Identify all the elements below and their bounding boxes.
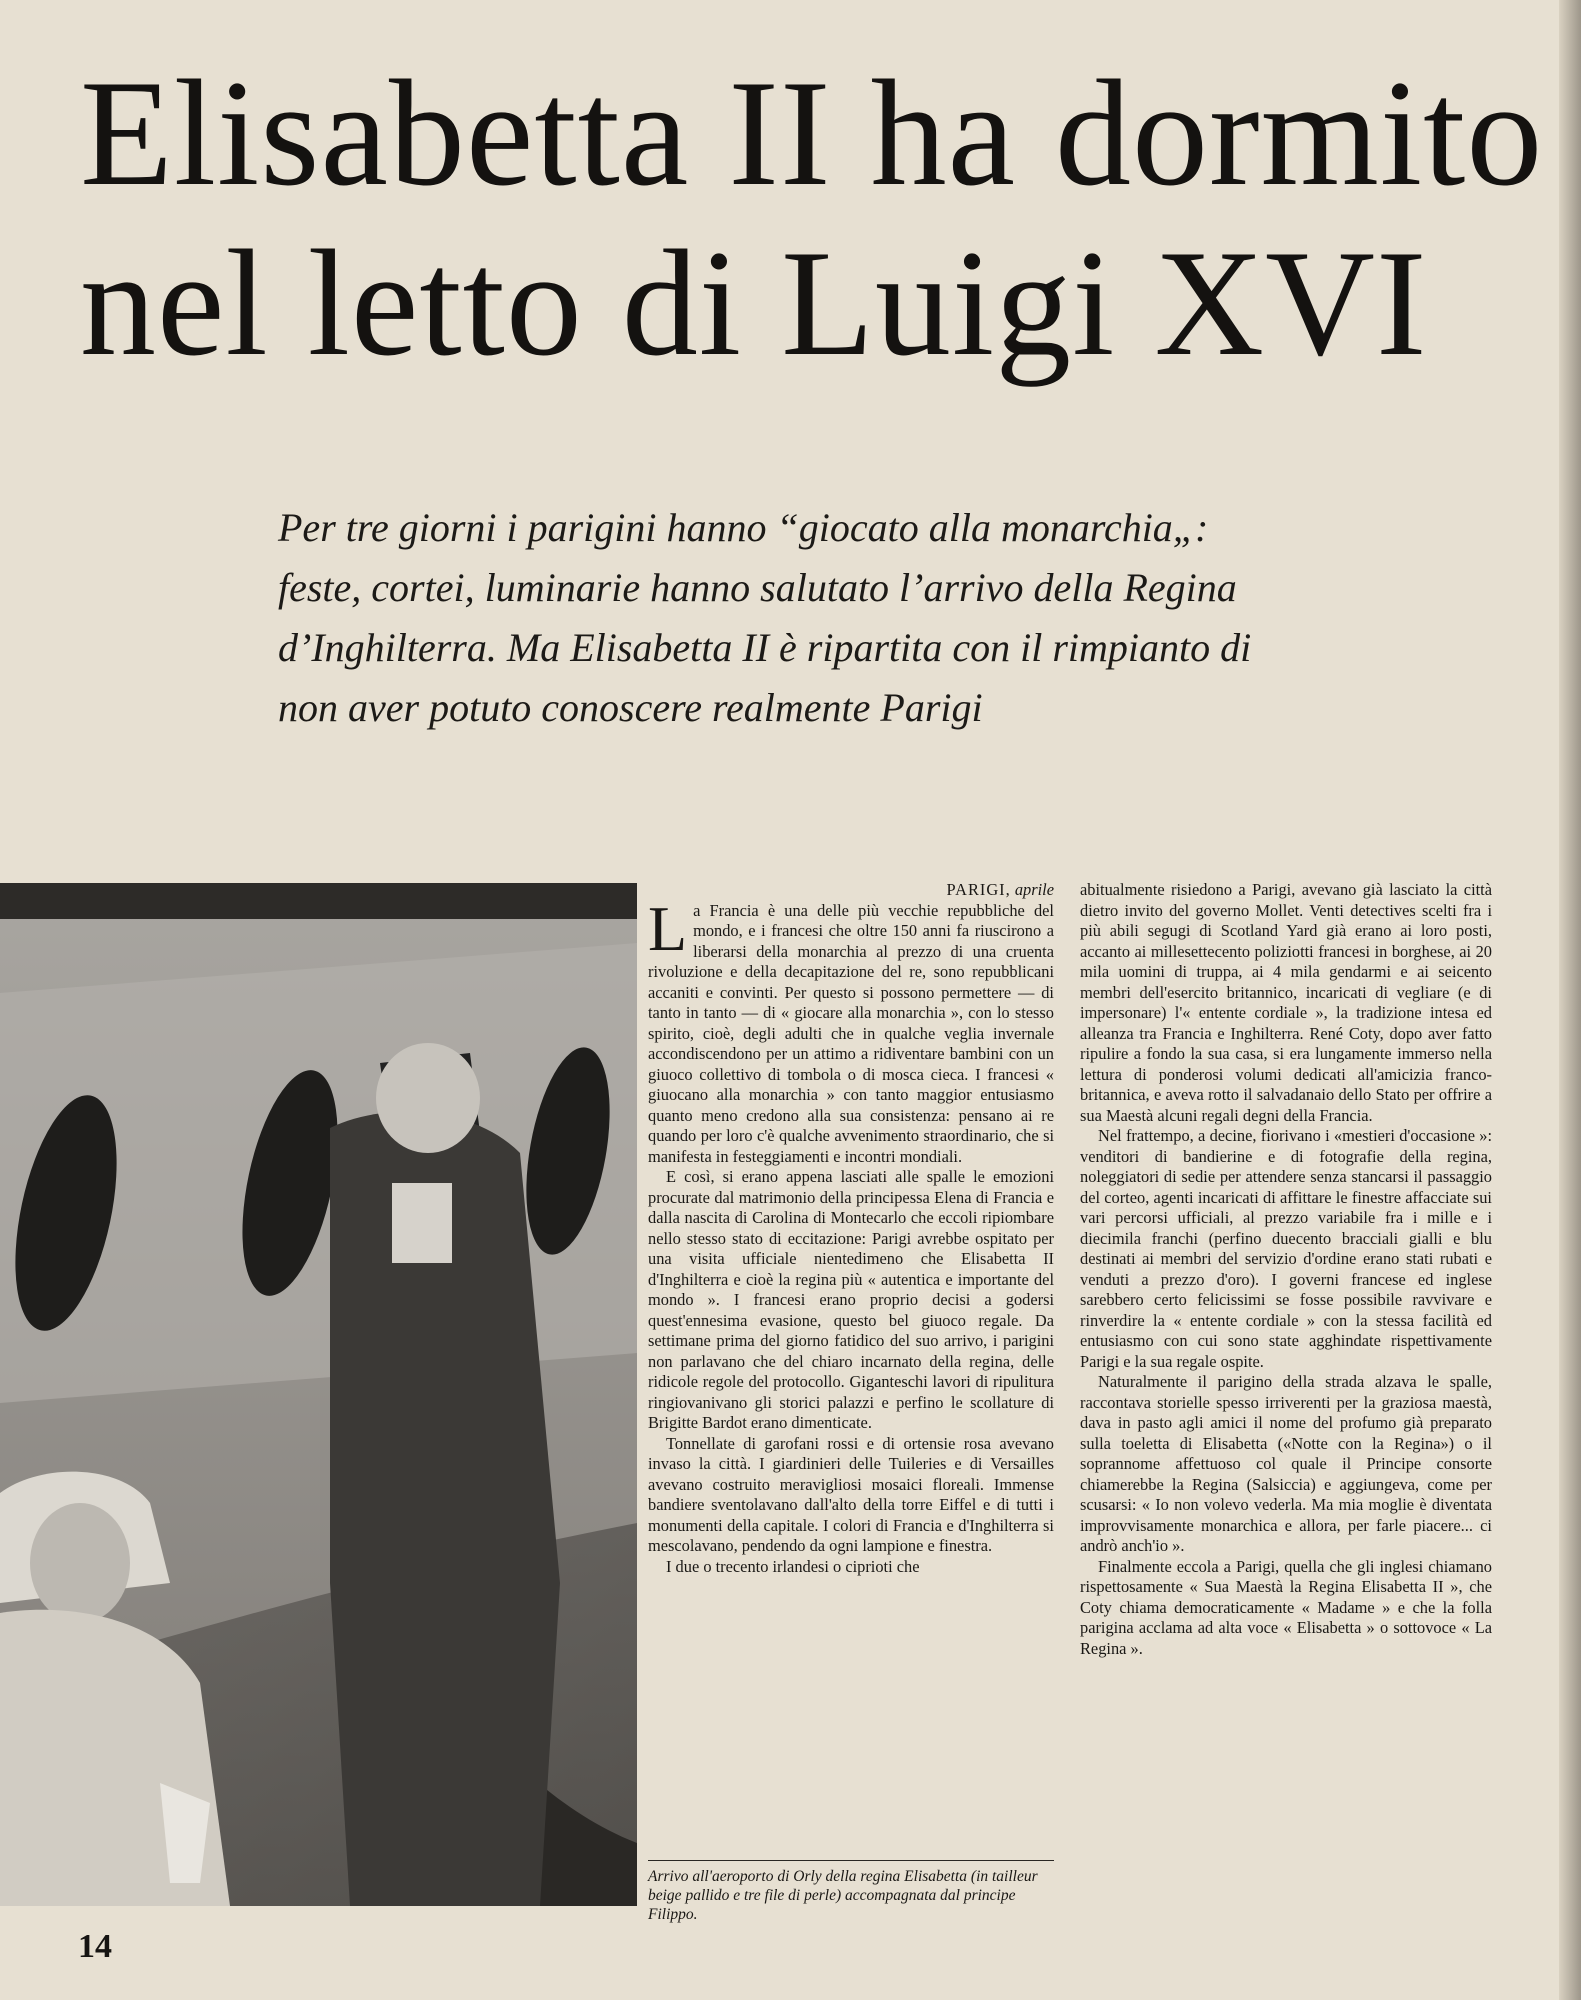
paragraph [648, 892, 1054, 1168]
photo-queen-arrival [0, 883, 637, 1906]
text-column-1 [648, 880, 1054, 1577]
article-subtitle: Per tre giorni i parigini hanno “giocato alla monarchia„: feste, cortei, luminarie hanno salutato l’arrivo della Regina d’Inghilterra. Ma Elisabetta II è ripartita con il rimpianto di non aver potuto conoscere realmente Parigi [278, 505, 1252, 730]
paragraph: I due o trecento irlandesi o ciprioti che [666, 1556, 920, 1576]
dateline [648, 880, 1054, 901]
photo-illustration [0, 883, 637, 1906]
page-number: 14 [78, 1928, 112, 1965]
paragraph: Naturalmente il parigino della strada alzava le spalle, raccontava storielle spesso irriverenti per la graziosa maestà, dava in pasto agli amici il nome del profumo già preparato sulla toeletta di Elisabetta («Notte con la Regina») o il soprannome affettuoso col quale il Principe consorte chiamerebbe la Regina (Salsiccia) e aggiungeva, come per scusarsi: « Io non volevo vederla. Ma mia moglie è diventata improvvisamente monarchica e allora, per farle piacere... ci andrò anch'io ». [1080, 1372, 1492, 1555]
dateline-month: aprile [1014, 880, 1054, 899]
paragraph: E così, si erano appena lasciati alle spalle le emozioni procurate dal matrimonio della principessa Elena di Francia e dalla nascita di Carolina di Montecarlo che eccoli ripiombare nello stesso stato di eccitazione: Parigi avrebbe ospitato per una visita ufficiale nientedimeno che Elisabetta II d'Inghilterra e cioè la regina più « autentica e importante del mondo ». I francesi erano proprio decisi a godersi quest'ennesima evasione, questo bel giuoco regale. Da settimane prima del giorno fatidico del suo arrivo, i parigini non parlavano che del chiaro incarnato della regina, delle ridicole regole del protocollo. Giganteschi lavori di ripulitura ringiovanivano gli storici palazzi e perfino le scollature di Brigitte Bardot erano dimenticate. [648, 1167, 1054, 1432]
dateline-location: PARIGI, [946, 880, 1011, 899]
page-edge-shadow [1559, 0, 1581, 2000]
article-title [80, 48, 1544, 388]
text-column-2 [1080, 880, 1492, 1659]
title-line-1: Elisabetta II ha dormito [80, 49, 1544, 217]
paragraph: Tonnellate di garofani rossi e di ortensie rosa avevano invaso la città. I giardinieri delle Tuileries e di Versailles avevano costruito meravigliosi mosaici floreali. Immense bandiere sventolavano dall'alto della torre Eiffel e di tutti i monumenti della capitale. I colori di Francia e d'Inghilterra si mescolavano, pendendo da ogni lampione e finestra. [648, 1433, 1054, 1555]
paragraph: abitualmente risiedono a Parigi, avevano già lasciato la città dietro invito del governo Mollet. Venti detectives scelti fra i più abili segugi di Scotland Yard già erano ai loro posti, accanto ai millesettecento poliziotti francesi in borghese, ai 20 mila uomini di truppa, ai 4 mila gendarmi e ai seicento membri dell'esercito britannico, incaricati di vegliare (e di impersonare) l'« entente cordiale », la tradizione intesa ed alleanza tra Francia e Inghilterra. René Coty, dopo aver fatto ripulire a fondo la sua casa, si era lungamente immerso nella lettura di ponderosi volumi dedicati all'amicizia franco-britannica, e aveva rotto il salvadanaio dello Stato per offrire a sua Maestà alcuni regali degni della Francia. [1080, 880, 1492, 1125]
photo-caption: Arrivo all'aeroporto di Orly della regina Elisabetta (in tailleur beige pallido e tre file di perle) accompagnata dal principe Filippo. [648, 1860, 1054, 1924]
paragraph-text: a Francia è una delle più vecchie repubbliche del mondo, e i francesi che oltre 150 anni fa riuscirono a liberarsi della monarchia al prezzo di una cruenta rivoluzione e della decapitazione del re, sono repubblicani accaniti e convinti. Per questo si possono permettere — di tanto in tanto — di « giocare alla monarchia », con lo stesso spirito, cioè, degli adulti che in qualche veglia invernale accondiscendono per un attimo a ridiventare bambini con un giuoco collettivo di tombola o di mosca cieca. I francesi « giuocano alla monarchia » con tanto maggior entusiasmo quanto meno credono alla sua consistenza: pensano ai re quando per loro c'è qualche avvenimento straordinario, che si manifesta in festeggiamenti e incontri mondiali. [648, 900, 1054, 1166]
paragraph: Nel frattempo, a decine, fiorivano i «mestieri d'occasione »: venditori di bandierine e di fotografie della regina, noleggiatori di sedie per attendere senza stancarsi il passaggio del corteo, agenti incaricati di affittare le finestre affacciate sui vari percorsi ufficiali, al prezzo variabile fra i mille e i diecimila franchi (perfino duecento bracciali gialli e blu destinati ai membri del servizio d'ordine erano stati rubati e venduti a prezzo d'oro). I governi francese ed inglese sarebbero certo felicissimi se fosse possibile ravvivare e rinverdire la « entente cordiale » con la stessa facilità ed entusiasmo con cui sono state agghindate rispettivamente Parigi e la sua regale ospite. [1080, 1126, 1492, 1371]
drop-cap: L [648, 892, 688, 964]
paragraph: Finalmente eccola a Parigi, quella che gli inglesi chiamano rispettosamente « Sua Maestà la Regina Elisabetta II », che Coty chiama democraticamente « Madame » e che la folla parigina acclama ad alta voce « Elisabetta » o sottovoce « La Regina ». [1080, 1556, 1492, 1658]
title-line-2: nel letto di Luigi XVI [80, 219, 1428, 387]
